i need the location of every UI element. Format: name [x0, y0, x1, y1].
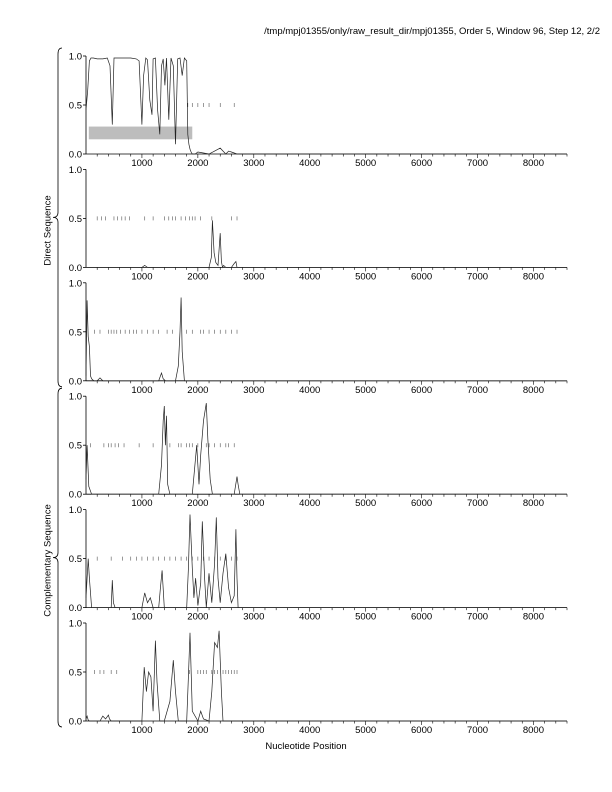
- y-tick-label: 1.0: [68, 51, 82, 63]
- y-tick-label: 1.0: [68, 391, 82, 403]
- y-tick-label: 0.0: [68, 603, 82, 615]
- complementary-sequence-label: Complementary Sequence: [42, 504, 54, 617]
- series-line: [86, 58, 567, 154]
- x-axis-label: Nucleotide Position: [265, 741, 347, 752]
- series-line: [86, 515, 567, 608]
- x-tick-label: 4000: [299, 498, 321, 510]
- x-tick-label: 5000: [355, 271, 377, 283]
- x-tick-label: 4000: [299, 158, 321, 169]
- x-tick-label: 7000: [466, 498, 489, 510]
- x-tick-label: 8000: [522, 498, 545, 510]
- x-tick-label: 8000: [522, 384, 545, 396]
- x-tick-label: 5000: [355, 498, 377, 510]
- group-brace: [53, 388, 62, 727]
- x-tick-label: 4000: [299, 271, 321, 283]
- y-tick-label: 0.0: [68, 716, 82, 728]
- y-tick-label: 0.0: [68, 149, 82, 161]
- x-tick-label: 7000: [466, 271, 489, 283]
- x-tick-label: 2000: [187, 725, 209, 736]
- y-tick-label: 0.5: [68, 327, 82, 339]
- x-tick-label: 3000: [243, 271, 265, 283]
- y-tick-label: 0.5: [68, 100, 82, 112]
- y-tick-label: 0.5: [68, 554, 82, 566]
- y-tick-label: 0.0: [68, 376, 82, 388]
- group-brace: [53, 48, 62, 387]
- x-tick-label: 5000: [355, 725, 377, 736]
- series-line: [86, 403, 567, 494]
- x-tick-label: 3000: [243, 384, 265, 396]
- x-tick-label: 6000: [411, 611, 433, 623]
- x-tick-label: 7000: [466, 725, 489, 736]
- x-tick-label: 4000: [299, 725, 321, 736]
- x-tick-label: 3000: [243, 725, 265, 736]
- series-line: [86, 631, 567, 721]
- y-tick-label: 1.0: [68, 164, 82, 176]
- y-tick-label: 0.5: [68, 440, 82, 452]
- x-tick-label: 6000: [411, 384, 433, 396]
- x-tick-label: 1000: [131, 725, 153, 736]
- x-tick-label: 8000: [522, 271, 545, 283]
- x-tick-label: 8000: [522, 611, 545, 623]
- x-tick-label: 1000: [131, 158, 153, 169]
- x-tick-label: 6000: [411, 725, 433, 736]
- x-tick-label: 5000: [355, 158, 377, 169]
- y-tick-label: 1.0: [68, 618, 82, 630]
- x-tick-label: 6000: [411, 271, 433, 283]
- x-tick-label: 4000: [299, 611, 321, 623]
- x-tick-label: 5000: [355, 384, 377, 396]
- x-tick-label: 6000: [411, 158, 433, 169]
- x-tick-label: 6000: [411, 498, 433, 510]
- y-tick-label: 1.0: [68, 505, 82, 517]
- x-tick-label: 8000: [522, 158, 545, 169]
- x-tick-label: 2000: [187, 611, 209, 623]
- y-tick-label: 1.0: [68, 278, 82, 290]
- x-tick-label: 7000: [466, 158, 489, 169]
- series-line: [86, 220, 567, 267]
- x-tick-label: 4000: [299, 384, 321, 396]
- shaded-region: [89, 127, 192, 140]
- x-tick-label: 5000: [355, 611, 377, 623]
- series-line: [86, 298, 567, 381]
- x-tick-label: 3000: [243, 611, 265, 623]
- x-tick-label: 3000: [243, 158, 265, 169]
- x-tick-label: 2000: [187, 384, 209, 396]
- page-title: /tmp/mpj01355/only/raw_result_dir/mpj01355, Order 5, Window 96, Step 12, 2/2: [264, 26, 600, 37]
- y-tick-label: 0.0: [68, 262, 82, 274]
- x-tick-label: 2000: [187, 498, 209, 510]
- x-tick-label: 3000: [243, 498, 265, 510]
- x-tick-label: 7000: [466, 611, 489, 623]
- x-tick-label: 7000: [466, 384, 489, 396]
- x-tick-label: 1000: [131, 384, 153, 396]
- direct-sequence-label: Direct Sequence: [42, 195, 54, 266]
- x-tick-label: 2000: [187, 158, 209, 169]
- x-tick-label: 8000: [522, 725, 545, 736]
- y-tick-label: 0.0: [68, 489, 82, 501]
- x-tick-label: 1000: [131, 498, 153, 510]
- x-tick-label: 1000: [131, 611, 153, 623]
- y-tick-label: 0.5: [68, 213, 82, 225]
- y-tick-label: 0.5: [68, 667, 82, 679]
- x-tick-label: 2000: [187, 271, 209, 283]
- x-tick-label: 1000: [131, 271, 153, 283]
